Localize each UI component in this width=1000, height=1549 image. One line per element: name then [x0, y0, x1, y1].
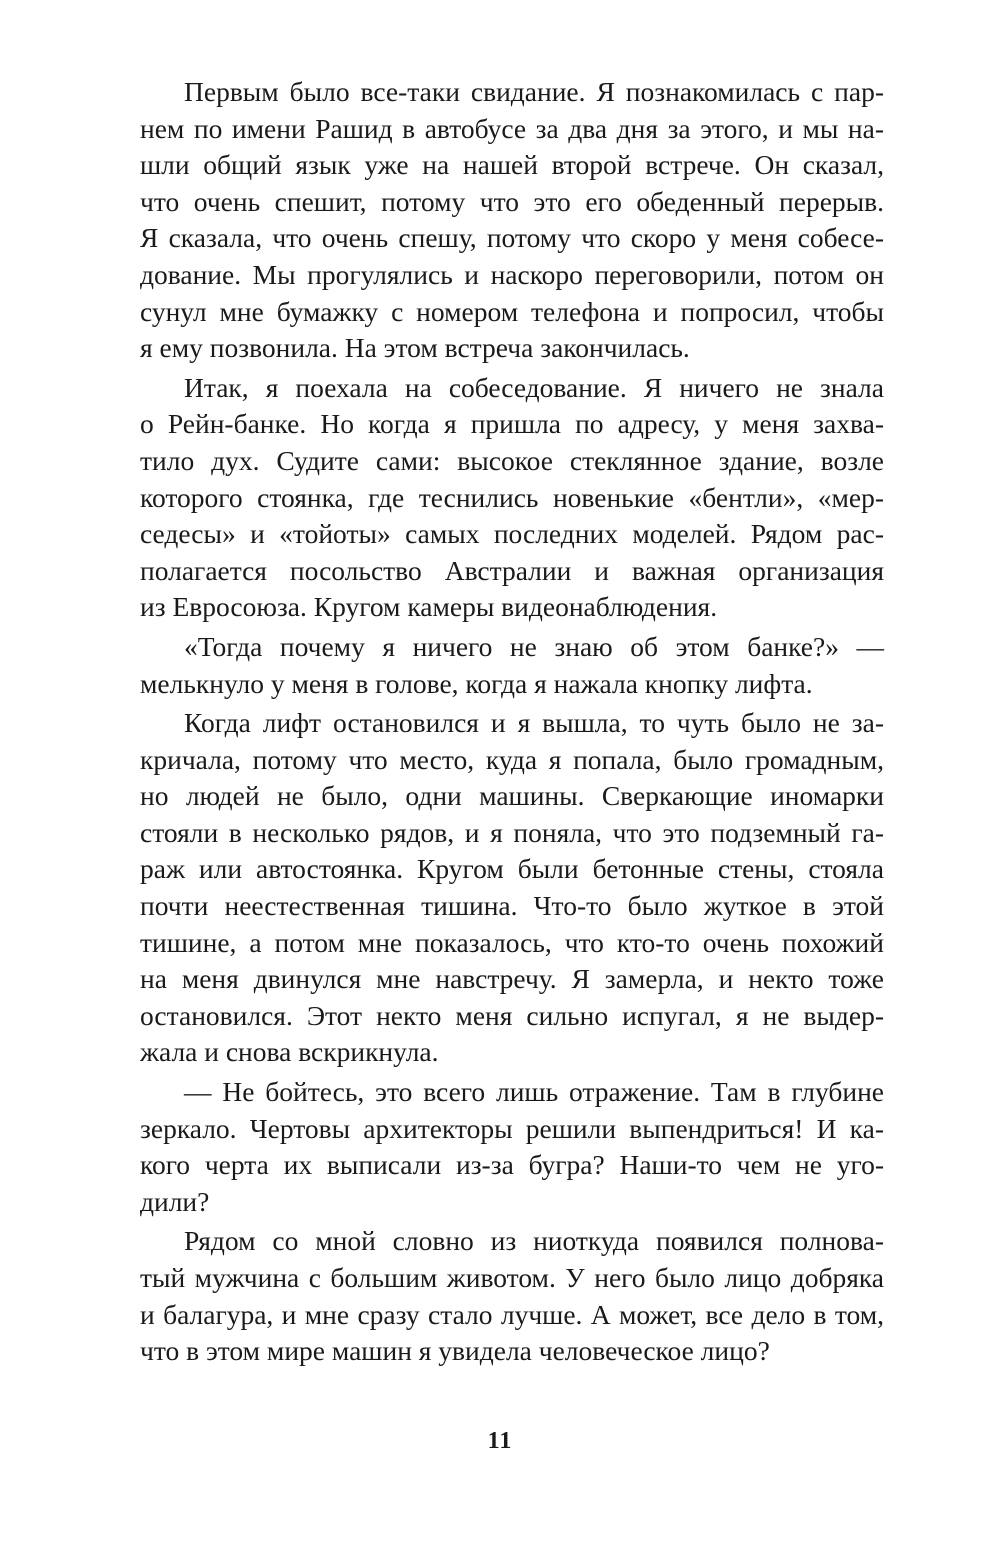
paragraph: [140, 1223, 884, 1369]
text-line: я ему позвонила. На этом встреча закончилась.: [140, 332, 690, 364]
text-line: шли общий язык уже на нашей второй встрече. Он сказал,: [140, 149, 884, 181]
paragraph: [140, 74, 884, 367]
text-line: кричала, потому что место, куда я попала, было громадным,: [140, 743, 884, 775]
text-line: на меня двинулся мне навстречу. Я замерла, и некто тоже: [140, 963, 884, 995]
paragraph: [140, 705, 884, 1071]
body-text: [140, 74, 884, 1370]
text-line: дили?: [140, 1185, 210, 1217]
text-line: нем по имени Рашид в автобусе за два дня за этого, и мы на-: [140, 112, 884, 144]
text-line: Я сказала, что очень спешу, потому что скоро у меня собесе-: [140, 222, 884, 254]
paragraph: [140, 370, 884, 626]
text-line: зеркало. Чертовы архитекторы решили выпендриться! И ка-: [140, 1112, 884, 1144]
text-line: мелькнуло у меня в голове, когда я нажала кнопку лифта.: [140, 667, 813, 699]
text-line: раж или автостоянка. Кругом были бетонные стены, стояла: [140, 853, 884, 885]
text-line: тишине, а потом мне показалось, что кто-то очень похожий: [140, 926, 884, 958]
text-line: о Рейн-банке. Но когда я пришла по адресу, у меня захва-: [140, 408, 884, 440]
text-line: Рядом со мной словно из ниоткуда появился полнова-: [184, 1225, 884, 1257]
text-line: жала и снова вскрикнула.: [140, 1036, 439, 1068]
text-line: что очень спешит, потому что это его обеденный перерыв.: [140, 185, 884, 217]
paragraph: [140, 629, 884, 702]
text-line: но людей не было, одни машины. Сверкающие иномарки: [140, 780, 884, 812]
text-line: которого стоянка, где теснились новенькие «бентли», «мер-: [140, 481, 884, 513]
text-line: кого черта их выписали из-за бугра? Наши-то чем не уго-: [140, 1149, 884, 1181]
text-line: остановился. Этот некто меня сильно испугал, я не выдер-: [140, 999, 884, 1031]
text-line: Первым было все-таки свидание. Я познакомилась с пар-: [184, 76, 884, 107]
text-line: «Тогда почему я ничего не знаю об этом банке?» —: [184, 630, 884, 662]
text-line: — Не бойтесь, это всего лишь отражение. Там в глубине: [184, 1076, 884, 1108]
text-line: почти неестественная тишина. Что-то было жуткое в этой: [140, 890, 884, 922]
text-line: и балагура, и мне сразу стало лучше. А может, все дело в том,: [140, 1298, 884, 1330]
text-line: стояли в несколько рядов, и я поняла, что это подземный га-: [140, 816, 884, 848]
text-line: тило дух. Судите сами: высокое стеклянное здание, возле: [140, 444, 884, 476]
page-number: 11: [487, 1428, 513, 1454]
text-line: сунул мне бумажку с номером телефона и попросил, чтобы: [140, 295, 884, 327]
text-line: полагается посольство Австралии и важная организация: [140, 554, 884, 586]
text-line: тый мужчина с большим животом. У него было лицо добряка: [140, 1262, 884, 1293]
text-line: что в этом мире машин я увидела человеческое лицо?: [140, 1335, 770, 1367]
paragraph: [140, 1074, 884, 1220]
text-line: седесы» и «тойоты» самых последних моделей. Рядом рас-: [140, 518, 884, 550]
text-line: дование. Мы прогулялись и наскоро переговорили, потом он: [140, 258, 884, 290]
text-line: Итак, я поехала на собеседование. Я ничего не знала: [184, 371, 884, 403]
text-line: из Евросоюза. Кругом камеры видеонаблюдения.: [140, 591, 718, 623]
text-line: Когда лифт остановился и я вышла, то чуть было не за-: [184, 707, 884, 739]
